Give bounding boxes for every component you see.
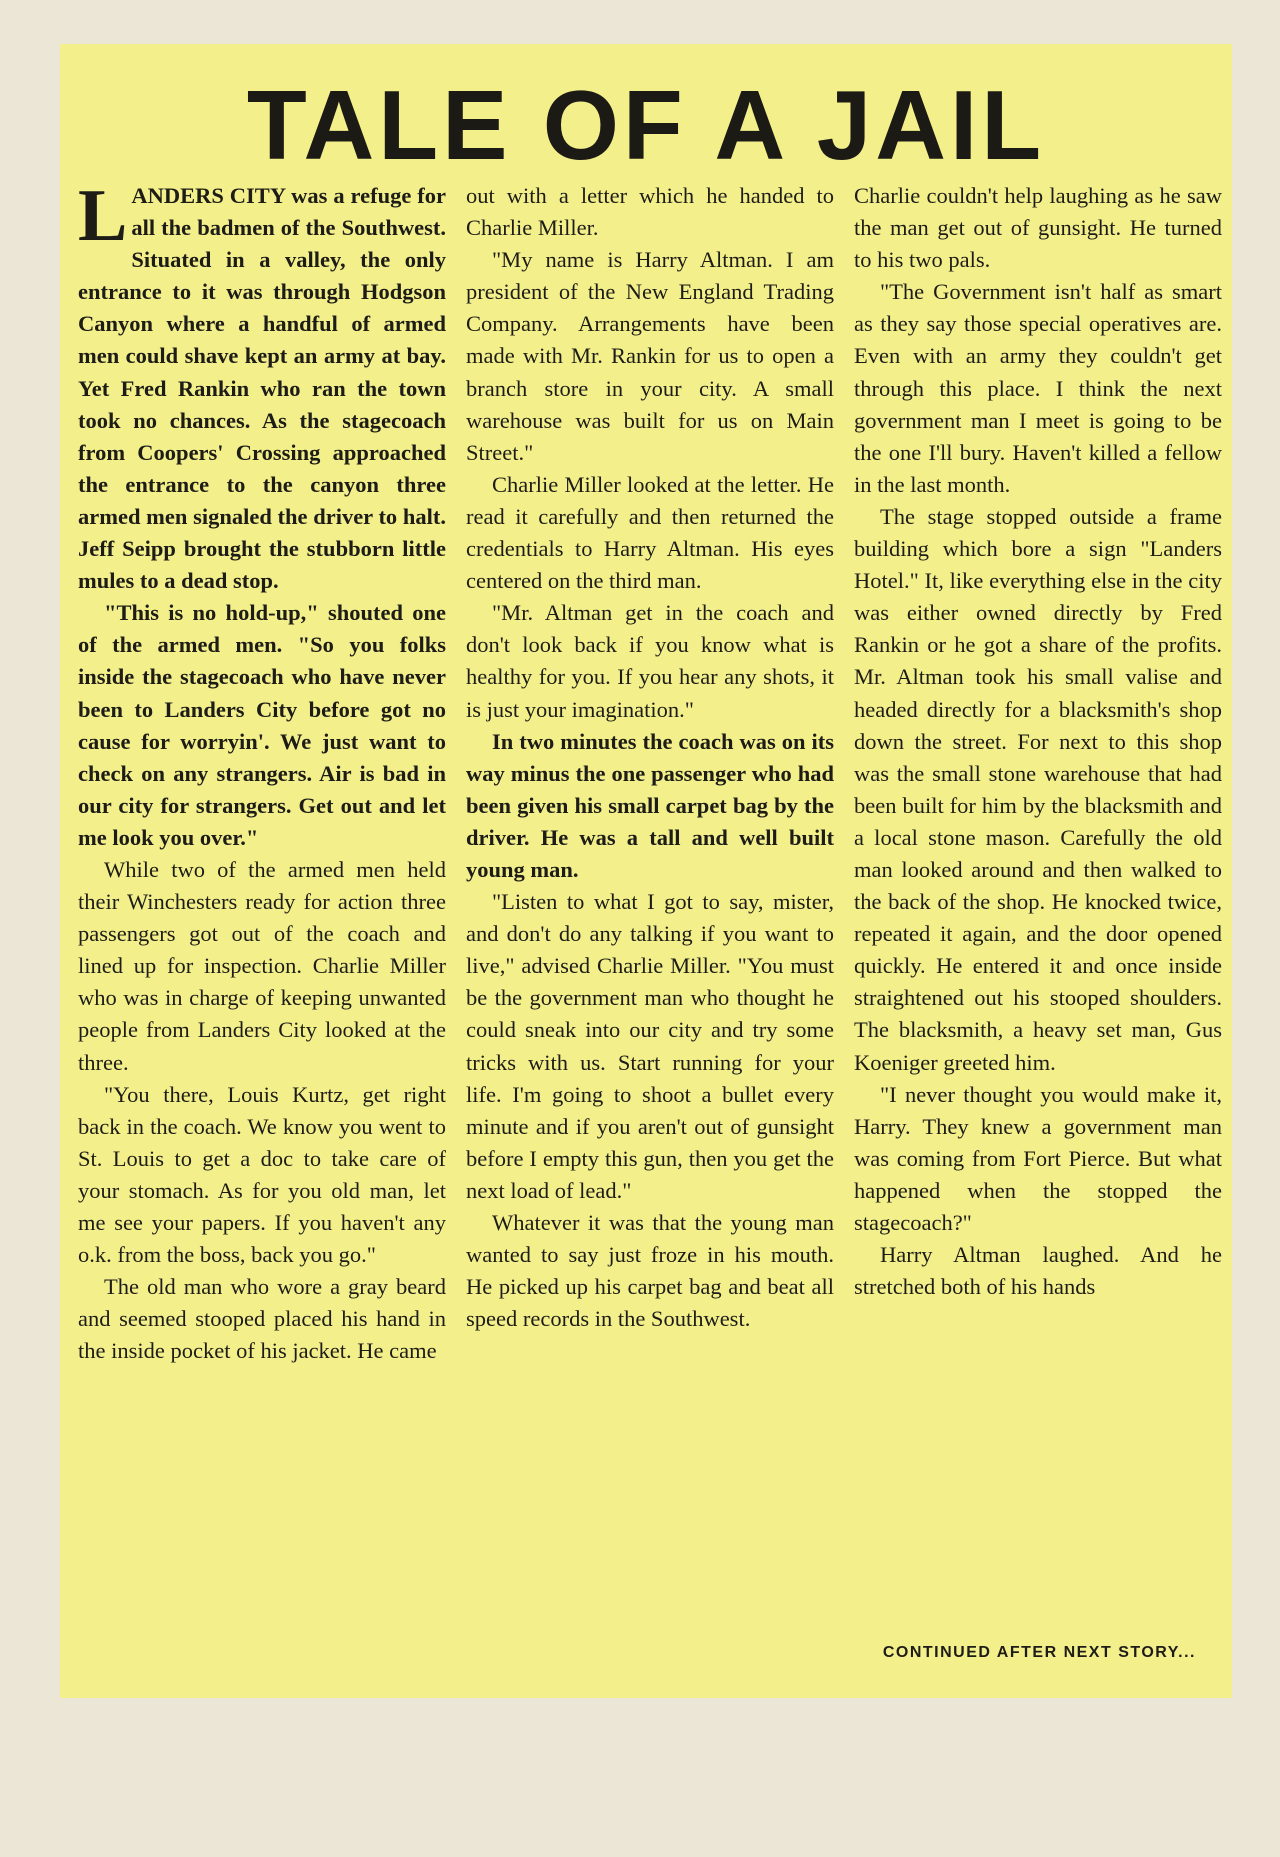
paragraph: "You there, Louis Kurtz, get right back in the coach. We know you went to St. Louis to get a doc to take care of your stomach. As for you old man, let me see your papers. If you haven't any o.k. from the boss, back you go." — [78, 1081, 446, 1268]
paragraph: Charlie Miller looked at the letter. He read it carefully and then returned the credentials to Harry Altman. His eyes centered on the third man. — [466, 471, 834, 594]
paragraph: "My name is Harry Altman. I am president of the New England Trading Company. Arrangements have been made with Mr. Rankin for us to open a branch store in your city. A small warehouse was built for us on Main Street." — [466, 247, 834, 465]
paragraph: "This is no hold-up," shouted one of the armed men. "So you folks inside the stagecoach who have never been to Landers City before got no cause for worryin'. We just want to check on any strangers. Air is bad in our city for strangers. Get out and let me look you over." — [78, 600, 446, 850]
story-columns — [78, 180, 1228, 1640]
paragraph — [78, 180, 446, 597]
paragraph: The stage stopped outside a frame building which bore a sign "Landers Hotel." It, like everything else in the city was either owned directly by Fred Rankin or he got a share of the profits. Mr. Altman took his small valise and headed directly for a blacksmith's shop down the street. For next to this shop was the small stone warehouse that had been built for him by the blacksmith and a local stone mason. Carefully the old man looked around and then walked to the back of the shop. He knocked twice, repeated it again, and the door opened quickly. He entered it and once inside straightened out his stooped shoulders. The blacksmith, a heavy set man, Gus Koeniger greeted him. — [854, 503, 1222, 1075]
paragraph: While two of the armed men held their Winchesters ready for action three passengers got out of the coach and lined up for inspection. Charlie Miller who was in charge of keeping unwanted people from Landers City looked at the three. — [78, 856, 446, 1075]
paragraph: Charlie couldn't help laughing as he saw the man get out of gunsight. He turned to his two pals. — [854, 183, 1222, 273]
text-column-3 — [854, 180, 1222, 1640]
paragraph: "I never thought you would make it, Harry. They knew a government man was coming from Fort Pierce. But what happened when the stopped the stagecoach?" — [854, 1081, 1222, 1235]
paragraph: "Mr. Altman get in the coach and don't look back if you know what is healthy for you. If you hear any shots, it is just your imagination." — [466, 600, 834, 722]
paragraph: "Listen to what I got to say, mister, and don't do any talking if you want to live," advised Charlie Miller. "You must be the government man who thought he could sneak into our city and try some tricks with us. Start running for your life. I'm going to shoot a bullet every minute and if you aren't out of gunsight before I empty this gun, then you get the next load of lead." — [466, 889, 834, 1203]
text-column-2 — [466, 180, 834, 1640]
story-title: TALE OF A JAIL — [246, 70, 1046, 180]
drop-cap: L — [78, 180, 128, 257]
paragraph: out with a letter which he handed to Charlie Miller. — [466, 183, 834, 241]
story-panel — [60, 44, 1232, 1698]
paragraph: In two minutes the coach was on its way minus the one passenger who had been given his small carpet bag by the driver. He was a tall and well built young man. — [466, 728, 834, 882]
paragraph: Harry Altman laughed. And he stretched both of his hands — [854, 1242, 1222, 1300]
continued-note: CONTINUED AFTER NEXT STORY... — [882, 1644, 1196, 1661]
paragraph-text: ANDERS CITY was a refuge for all the badmen of the Southwest. Situated in a valley, the only entrance to it was through Hodgson Canyon where a handful of armed men could shave kept an army at bay. Yet Fred Rankin who ran the town took no chances. As the stagecoach from Coopers' Crossing approached the entrance to the canyon three armed men signaled the driver to halt. Jeff Seipp brought the stubborn little mules to a dead stop. — [78, 183, 446, 594]
paragraph: "The Government isn't half as smart as they say those special operatives are. Even with an army they couldn't get through this place. I think the next government man I meet is going to be the one I'll bury. Haven't killed a fellow in the last month. — [854, 279, 1222, 497]
text-column-1 — [78, 180, 446, 1640]
paragraph: The old man who wore a gray beard and seemed stooped placed his hand in the inside pocket of his jacket. He came — [78, 1274, 446, 1364]
paragraph: Whatever it was that the young man wanted to say just froze in his mouth. He picked up his carpet bag and beat all speed records in the Southwest. — [466, 1210, 834, 1332]
